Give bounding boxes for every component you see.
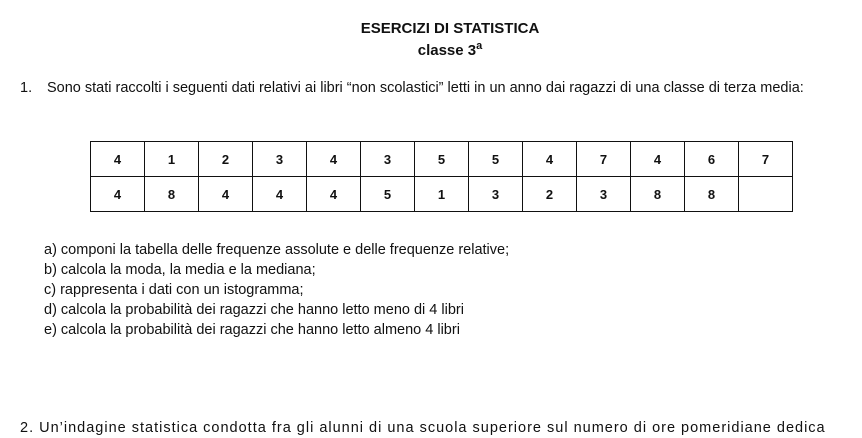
table-cell: 2	[523, 177, 577, 212]
table-cell: 5	[469, 142, 523, 177]
table-cell: 4	[199, 177, 253, 212]
table-cell: 3	[253, 142, 307, 177]
exercise-2-text: Un’indagine statistica condotta fra gli alunni di una scuola superiore sul numero di ore pomeridiane dedica	[39, 420, 826, 436]
table-row	[91, 142, 793, 177]
class-superscript: a	[476, 40, 483, 52]
table-cell: 5	[415, 142, 469, 177]
table-cell: 8	[685, 177, 739, 212]
table-cell: 3	[577, 177, 631, 212]
table-row	[91, 177, 793, 212]
worksheet-title: ESERCIZI DI STATISTICA	[360, 20, 540, 37]
exercise-2	[20, 418, 862, 438]
task-e: e) calcola la probabilità dei ragazzi che hanno letto almeno 4 libri	[44, 322, 460, 338]
exercise-2-number: 2.	[20, 420, 35, 436]
class-label: classe 3	[417, 42, 477, 59]
table-cell: 7	[739, 142, 793, 177]
exercise-1-number: 1.	[20, 80, 33, 96]
table-cell: 4	[307, 142, 361, 177]
table-cell: 8	[631, 177, 685, 212]
table-cell: 6	[685, 142, 739, 177]
table-cell: 4	[91, 142, 145, 177]
table-cell: 1	[415, 177, 469, 212]
table-cell: 4	[307, 177, 361, 212]
data-table	[90, 141, 793, 212]
table-cell: 4	[91, 177, 145, 212]
task-c: c) rappresenta i dati con un istogramma;	[44, 282, 304, 298]
table-cell: 7	[577, 142, 631, 177]
task-b: b) calcola la moda, la media e la mediana;	[44, 262, 316, 278]
worksheet-subtitle	[0, 40, 862, 59]
table-cell: 4	[523, 142, 577, 177]
table-cell: 3	[361, 142, 415, 177]
table-cell: 3	[469, 177, 523, 212]
task-d: d) calcola la probabilità dei ragazzi che hanno letto meno di 4 libri	[44, 302, 464, 318]
table-cell: 4	[253, 177, 307, 212]
table-cell: 8	[145, 177, 199, 212]
exercise-1	[20, 78, 850, 98]
table-cell: 4	[631, 142, 685, 177]
table-cell: 2	[199, 142, 253, 177]
task-list	[44, 240, 509, 340]
table-cell: 5	[361, 177, 415, 212]
table-cell: 1	[145, 142, 199, 177]
task-a: a) componi la tabella delle frequenze assolute e delle frequenze relative;	[44, 242, 510, 258]
table-cell	[739, 177, 793, 212]
exercise-1-text: Sono stati raccolti i seguenti dati relativi ai libri “non scolastici” letti in un anno dai ragazzi di una classe di terza media:	[47, 80, 804, 96]
